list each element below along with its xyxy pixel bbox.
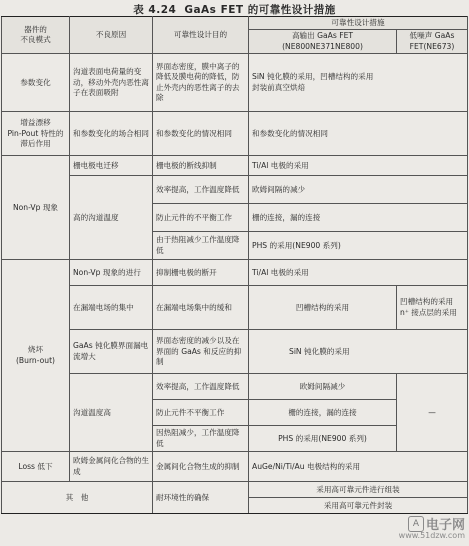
measure-high-cell: 凹槽结构的采用 xyxy=(249,286,397,330)
measure-cell: 采用高可靠元件封装 xyxy=(249,498,468,514)
logo-icon: A xyxy=(408,516,424,532)
measure-high-cell: 欧姆间隔减少 xyxy=(249,374,397,400)
measure-low-cell: 凹槽结构的采用 n⁺ 接点层的采用 xyxy=(397,286,468,330)
header-cause: 不良原因 xyxy=(70,17,153,54)
target-cell: 耐环境性的确保 xyxy=(153,482,249,514)
measure-cell: Ti/Al 电极的采用 xyxy=(249,260,468,286)
target-cell: 由于热阻减少工作温度降低 xyxy=(153,232,249,260)
cause-cell: GaAs 钝化膜界面漏电流增大 xyxy=(70,330,153,374)
target-cell: 界面态密度的减少以及在界面的 GaAs 和反应的抑制 xyxy=(153,330,249,374)
table-row xyxy=(2,452,468,482)
target-cell: 效率提高，工作温度降低 xyxy=(153,374,249,400)
mode-cell: Non-Vp 现象 xyxy=(2,156,70,260)
header-target: 可靠性设计目的 xyxy=(153,17,249,54)
header-measures: 可靠性设计措施 xyxy=(249,17,468,30)
cause-cell: 高的沟道温度 xyxy=(70,176,153,260)
header-mode: 器件的 不良模式 xyxy=(2,17,70,54)
cause-cell: 沟道表面电荷量的变动，移动外壳内恶性离子在表面吸附 xyxy=(70,54,153,112)
target-cell: 效率提高，工作温度降低 xyxy=(153,176,249,204)
measure-cell: SiN 钝化膜的采用，凹槽结构的采用 封装前真空烘焙 xyxy=(249,54,468,112)
table-row xyxy=(2,260,468,286)
measure-cell: SiN 钝化膜的采用 xyxy=(249,330,468,374)
table-row xyxy=(2,112,468,156)
target-cell: 界面态密度，膜中离子的降低及膜电荷的降低，防止外壳内的恶性离子的去除 xyxy=(153,54,249,112)
target-cell: 抑制栅电极的断开 xyxy=(153,260,249,286)
measure-cell: 采用高可靠元件进行组装 xyxy=(249,482,468,498)
measure-cell: 栅的连接，漏的连接 xyxy=(249,204,468,232)
watermark-url: www.51dzw.com xyxy=(398,531,465,540)
target-cell: 防止元件不平衡工作 xyxy=(153,400,249,426)
table-caption: GaAs FET 的可靠性设计措施 xyxy=(184,4,336,16)
table-row xyxy=(2,176,468,204)
table-row xyxy=(2,156,468,176)
target-cell: 栅电极的断线抑制 xyxy=(153,156,249,176)
table-number: 表 4.24 xyxy=(133,4,177,16)
measure-cell: AuGe/Ni/Ti/Au 电极结构的采用 xyxy=(249,452,468,482)
target-cell: 金属间化合物生成的抑制 xyxy=(153,452,249,482)
header-high-power: 高输出 GaAs FET (NE800NE371NE800) xyxy=(249,30,397,54)
mode-cell: 其 他 xyxy=(2,482,153,514)
measure-cell: 和参数变化的情况相同 xyxy=(249,112,468,156)
table-row xyxy=(2,330,468,374)
measure-high-cell: PHS 的采用(NE900 系列) xyxy=(249,426,397,452)
watermark-brand: 电子网 xyxy=(425,517,465,533)
target-cell: 因热阻减少，工作温度降低 xyxy=(153,426,249,452)
mode-cell: 参数变化 xyxy=(2,54,70,112)
measure-cell: 欧姆间隔的减少 xyxy=(249,176,468,204)
cause-cell: 沟道温度高 xyxy=(70,374,153,452)
table-row xyxy=(2,286,468,330)
target-cell: 防止元件的不平衡工作 xyxy=(153,204,249,232)
cause-cell: 欧姆金属间化合物的生成 xyxy=(70,452,153,482)
measure-cell: Ti/Al 电极的采用 xyxy=(249,156,468,176)
table-row xyxy=(2,374,468,400)
cause-cell: 在漏端电场的集中 xyxy=(70,286,153,330)
target-cell: 在漏端电场集中的缓和 xyxy=(153,286,249,330)
header-row-1 xyxy=(2,17,468,30)
measure-cell: PHS 的采用(NE900 系列) xyxy=(249,232,468,260)
mode-cell: 增益漂移 Pin-Pout 特性的滞后作用 xyxy=(2,112,70,156)
mode-cell: 烧坏 (Burn-out) xyxy=(2,260,70,452)
target-cell: 和参数变化的情况相同 xyxy=(153,112,249,156)
measure-high-cell: 栅的连接，漏的连接 xyxy=(249,400,397,426)
cause-cell: 和参数变化的场合相同 xyxy=(70,112,153,156)
site-watermark xyxy=(399,516,465,541)
table-row xyxy=(2,482,468,498)
measure-low-cell: — xyxy=(397,374,468,452)
table-row xyxy=(2,54,468,112)
cause-cell: Non-Vp 现象的进行 xyxy=(70,260,153,286)
header-low-noise: 低噪声 GaAs FET(NE673) xyxy=(397,30,468,54)
mode-cell: Loss 低下 xyxy=(2,452,70,482)
table-title xyxy=(0,2,469,17)
reliability-table xyxy=(1,16,468,514)
cause-cell: 栅电极电迁移 xyxy=(70,156,153,176)
